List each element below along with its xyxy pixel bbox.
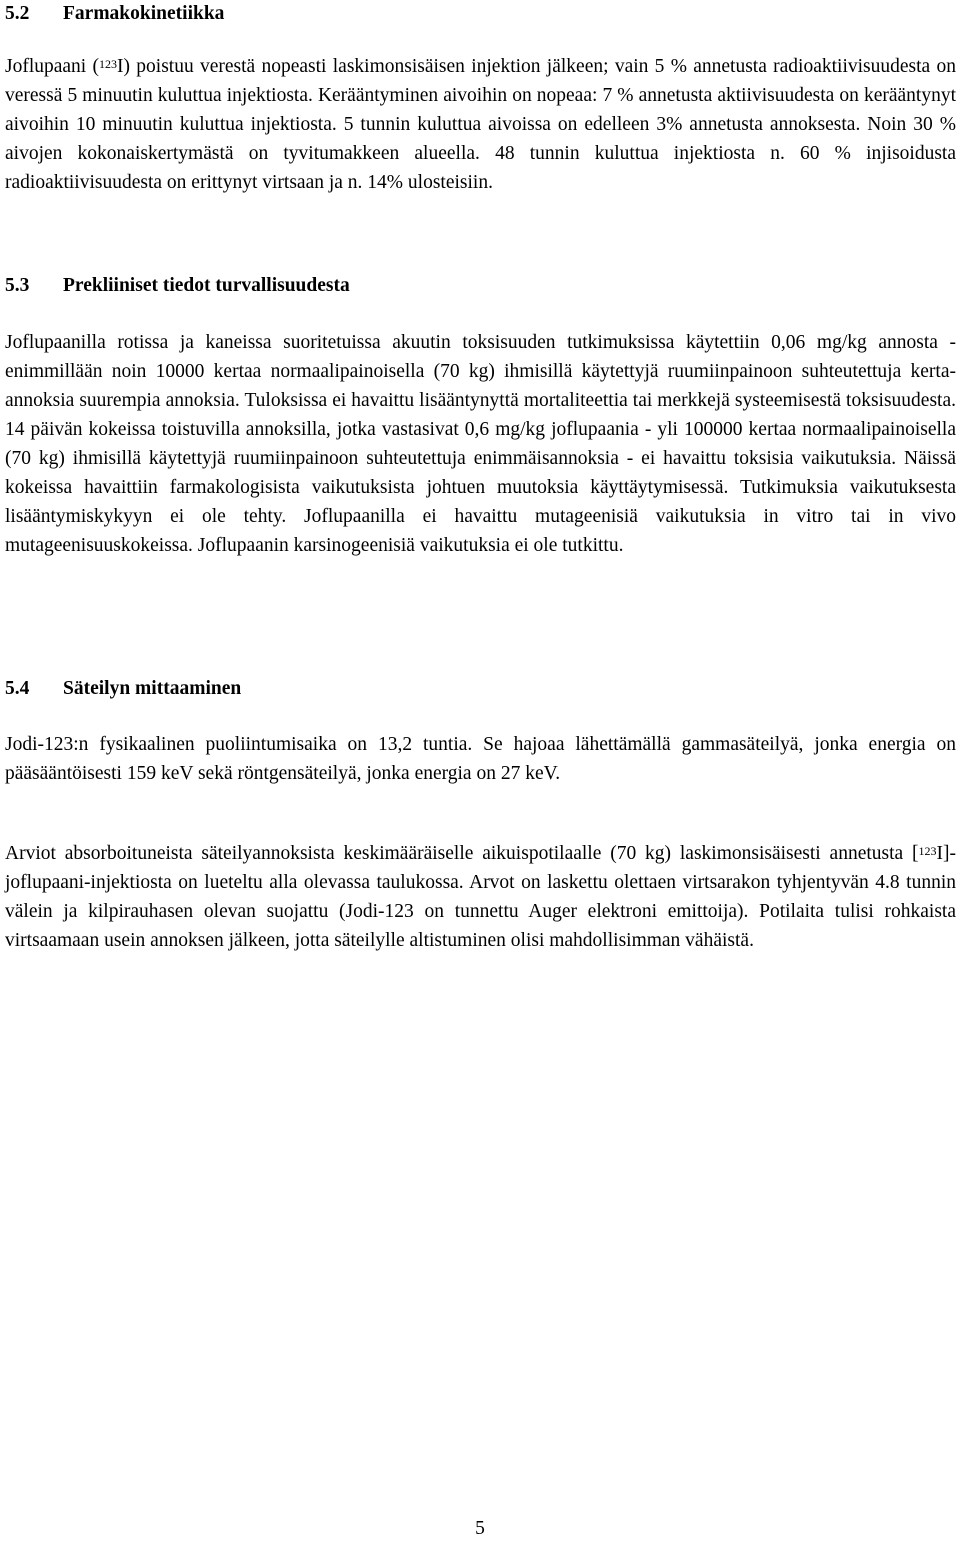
section-number: 5.2 [5, 3, 30, 24]
radiation-paragraph-1: Jodi-123:n fysikaalinen puoliintumisaika on 13,2 tuntia. Se hajoaa lähettämällä gammasäteilyä, jonka energia on pääsääntöisesti 159 keV sekä röntgensäteilyä, jonka energia on 27 keV. [5, 734, 956, 784]
section-number: 5.3 [5, 275, 30, 296]
page-number: 5 [475, 1518, 485, 1539]
paragraph-text: I) poistuu verestä nopeasti laskimonsisäisen injektion jälkeen; vain 5 % annetusta radioaktiivisuudesta on veressä 5 minuutin kuluttua injektiosta. Kerääntyminen aivoihin on nopeaa: 7 % annetusta aktiivisuudesta on kerääntynyt aivoihin 10 minuutin kuluttua injektiosta. 5 tunnin kuluttua aivoissa on edelleen 3% annetusta annoksesta. Noin 30 % aivojen kokonaiskertymästä on tyvitumakkeen alueella. 48 tunnin kuluttua injektiosta n. 60 % injisoidusta radioaktiivisuudesta on erittynyt virtsaan ja n. 14% ulosteisiin. [5, 56, 956, 193]
superscript: 123 [918, 844, 937, 858]
paragraph-text: I]-joflupaani-injektiosta on lueteltu alla olevassa taulukossa. Arvot on laskettu olettaen virtsarakon tyhjentyvän 4.8 tunnin välein ja kilpirauhasen olevan suojattu (Jodi-123 on tunnettu Auger elektroni emittoija). Potilaita tulisi rohkaista virtsaamaan usein annoksen jälkeen, jotta säteilylle altistuminen olisi mahdollisimman vähäistä. [5, 843, 956, 951]
section-heading-5-4 [5, 676, 241, 702]
section-title: Farmakokinetiikka [63, 3, 225, 24]
superscript: 123 [99, 57, 118, 71]
section-heading-5-3 [5, 273, 350, 299]
section-title: Säteilyn mittaaminen [63, 678, 242, 699]
preclinical-paragraph: Joflupaanilla rotissa ja kaneissa suoritetuissa akuutin toksisuuden tutkimuksissa käytettiin 0,06 mg/kg annosta - enimmillään noin 10000 kertaa normaalipainoisella (70 kg) ihmisillä käytettyjä ruumiinpainoon suhteutettuja kerta-annoksia suurempia annoksia. Tuloksissa ei havaittu lisääntynyttä mortaliteettia tai merkkejä systeemisestä toksisuudesta. 14 päivän kokeissa toistuvilla annoksilla, jotka vastasivat 0,6 mg/kg joflupaania - yli 100000 kertaa normaalipainoisella (70 kg) ihmisillä käytettyjä ruumiinpainoon suhteutettuja enimmäisannoksia - ei havaittu toksisia vaikutuksia. Näissä kokeissa havaittiin farmakologisista vaikutuksista johtuen muutoksia käyttäytymisessä. Tutkimuksia vaikutuksesta lisääntymiskykyyn ei ole tehty. Joflupaanilla ei havaittu mutageenisiä vaikutuksia in vitro tai in vivo mutageenisuuskokeissa. Joflupaanin karsinogeenisiä vaikutuksia ei ole tutkittu. [5, 332, 956, 556]
paragraph-text: Arviot absorboituneista säteilyannoksista keskimääräiselle aikuispotilaalle (70 kg) laskimonsisäisesti annetusta [ [5, 843, 919, 864]
section-heading-5-2 [5, 1, 224, 27]
section-number: 5.4 [5, 678, 30, 699]
section-title: Prekliiniset tiedot turvallisuudesta [63, 275, 350, 296]
pharmacokinetics-paragraph [5, 52, 956, 197]
paragraph-text: Joflupaani ( [5, 56, 100, 77]
radiation-paragraph-2 [5, 839, 956, 955]
